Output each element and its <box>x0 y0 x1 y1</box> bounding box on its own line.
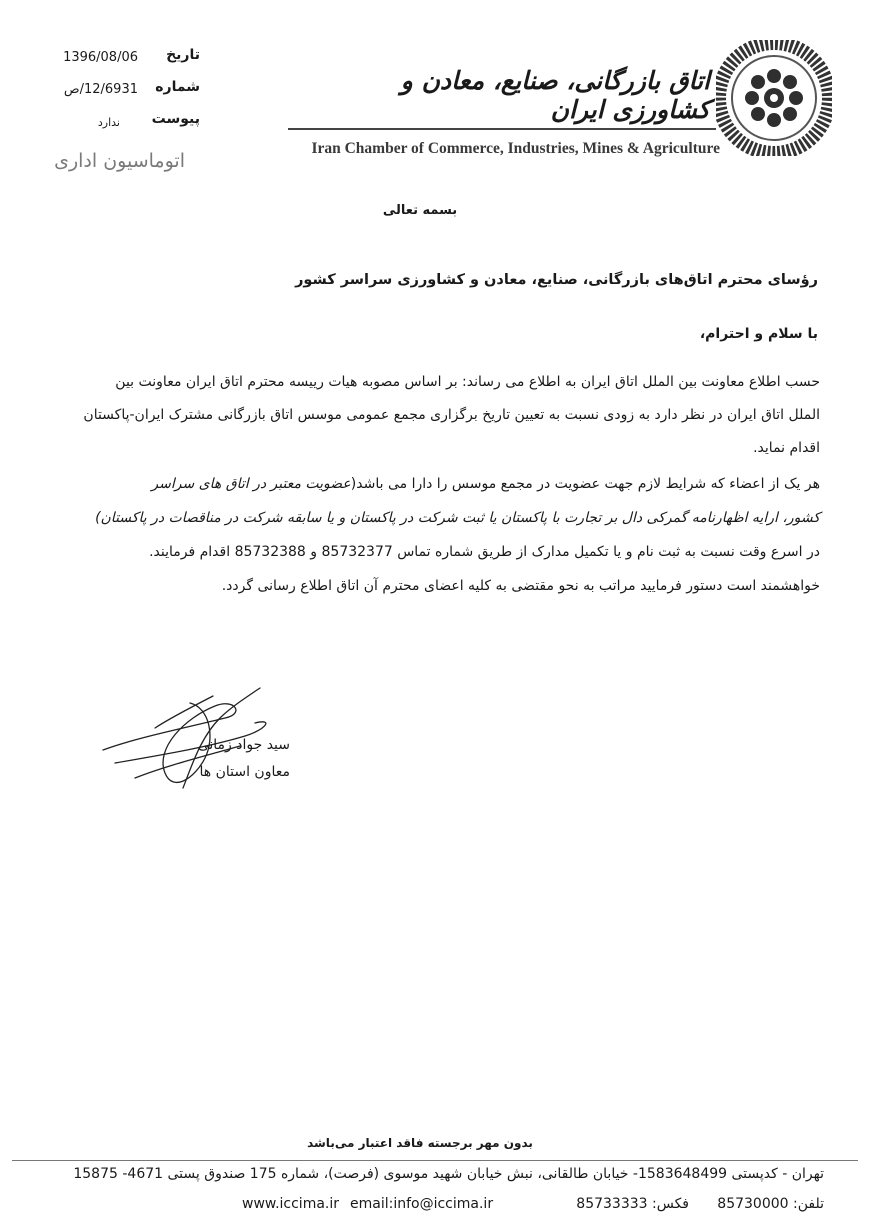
footer-phone: تلفن: 85730000 <box>717 1196 824 1212</box>
footer-validity-note: بدون مهر برجسته فاقد اعتبار می‌باشد <box>307 1136 533 1150</box>
footer-website-link[interactable]: www.iccima.ir <box>242 1196 340 1212</box>
paragraph-2-line-1 <box>30 476 820 492</box>
paragraph-1-line-2: الملل اتاق ایران در نظر دارد به زودی نسبت به تعیین تاریخ برگزاری مجمع عمومی موسس اتاق بازرگانی مشترک ایران-پاکستان <box>83 407 820 423</box>
paragraph-2-line-1-italic: عضویت معتبر در اتاق های سراسر <box>151 476 351 492</box>
footer-address: تهران - کدپستی 1583648499- خیابان طالقانی، نبش خیابان شهید موسوی (فرصت)، شماره 175 صندوق پستی 4671- 15875 <box>73 1166 824 1182</box>
bismillah-heading: بسمه تعالی <box>382 203 458 218</box>
paragraph-1-line-3: اقدام نماید. <box>753 440 820 456</box>
signatory-name: سید جواد زمانی <box>197 737 290 753</box>
date-value: 1396/08/06 <box>63 50 138 65</box>
attachment-label: پیوست <box>151 111 200 127</box>
office-automation-stamp: اتوماسیون اداری <box>54 150 185 172</box>
footer-email-link[interactable]: email:info@iccima.ir <box>350 1196 494 1212</box>
signatory-title: معاون استان ها <box>199 764 290 780</box>
recipient-line: رؤسای محترم اتاق‌های بازرگانی، صنایع، معادن و کشاورزی سراسر کشور <box>295 272 818 288</box>
greeting-line: با سلام و احترام، <box>699 326 818 342</box>
paragraph-2-line-2: کشور، ارایه اظهارنامه گمرکی دال بر تجارت با پاکستان یا ثبت شرکت در پاکستان و یا سابقه شرکت در مناقصات در پاکستان) <box>95 510 820 526</box>
attachment-value: ندارد <box>97 116 120 129</box>
paragraph-3-line-1: خواهشمند است دستور فرمایید مراتب به نحو مقتضی به کلیه اعضای محترم آن اتاق اطلاع رسانی گردد. <box>221 578 820 594</box>
number-value: 12/6931/ص <box>63 82 138 97</box>
chamber-emblem-icon <box>716 40 832 156</box>
chamber-title-english: Iran Chamber of Commerce, Industries, Mines & Agriculture <box>311 140 720 157</box>
number-label: شماره <box>155 79 200 95</box>
footer-contact-row <box>230 1196 824 1216</box>
paragraph-1-line-1: حسب اطلاع معاونت بین الملل اتاق ایران به اطلاع می رساند: بر اساس مصوبه هیات رییسه محترم اتاق ایران معاونت بین <box>115 374 820 390</box>
date-label: تاریخ <box>166 47 200 63</box>
chamber-title-persian: اتاق بازرگانی، صنایع، معادن و کشاورزی ایران <box>400 66 710 124</box>
paragraph-2-line-1-text: هر یک از اعضاء که شرایط لازم جهت عضویت در مجمع موسس را دارا می باشد( <box>350 476 820 492</box>
footer-divider <box>12 1160 858 1161</box>
paragraph-2-line-3: در اسرع وقت نسبت به ثبت نام و یا تکمیل مدارک از طریق شماره تماس 85732377 و 85732388 اقدام فرمایند. <box>149 544 820 560</box>
header-divider <box>288 128 716 130</box>
footer-fax: فکس: 85733333 <box>576 1196 689 1212</box>
